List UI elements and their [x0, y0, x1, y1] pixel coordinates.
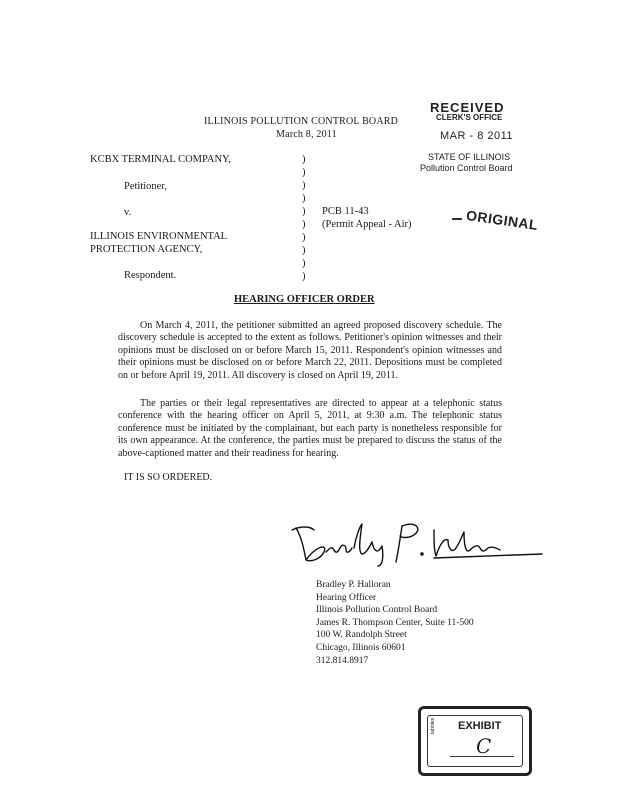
signer-address2: 100 W. Randolph Street: [316, 630, 407, 641]
signature-block: [316, 579, 474, 667]
paragraph-discovery: On March 4, 2011, the petitioner submitted an agreed proposed discovery schedule. The discovery schedule is accepted to the extent as follows. Petitioner's opinion witnesses and their opinions must be disclosed on or before March 15, 2011. Respondent's opinion witnesses and their opinions must be disclosed on or before March 22, 2011. Depositions must be completed on or before April 19, 2011. All discovery is closed on April 19, 2011.: [118, 320, 502, 381]
respondent-name-line2: PROTECTION AGENCY,: [90, 244, 203, 255]
closing-statement: IT IS SO ORDERED.: [124, 472, 213, 483]
signer-name: Bradley P. Halloran: [316, 580, 391, 590]
signer-city: Chicago, Illinois 60601: [316, 642, 406, 653]
paragraph-status-conference: The parties or their legal representatives are directed to appear at a telephonic status conference with the hearing officer on April 5, 2011, at 9:30 a.m. The telephonic status conference must be initiated by the complainant, but each party is nonetheless responsible for its own appearance. At the conference, the parties must be prepared to discuss the status of the above-captioned matter and their readiness for hearing.: [118, 398, 502, 459]
case-number: PCB 11-43: [322, 206, 369, 217]
signer-phone: 312.814.8917: [316, 655, 369, 666]
signature-image: [284, 518, 544, 568]
exhibit-label: EXHIBIT: [458, 720, 502, 732]
exhibit-sticker: [418, 706, 532, 776]
petitioner-role: Petitioner,: [124, 181, 168, 192]
order-date: March 8, 2011: [276, 129, 337, 140]
signer-address1: James R. Thompson Center, Suite 11-500: [316, 617, 474, 628]
petitioner-name: KCBX TERMINAL COMPANY,: [90, 154, 231, 165]
pcb-stamp: Pollution Control Board: [420, 163, 513, 173]
versus: v.: [124, 207, 132, 218]
signer-org: Illinois Pollution Control Board: [316, 605, 438, 616]
case-type: (Permit Appeal - Air): [322, 219, 412, 230]
caption-bracket: ) ) ) ) ) ) ) ) ) ): [302, 154, 306, 282]
exhibit-vendor: tabbles: [430, 717, 436, 734]
respondent-role: Respondent.: [124, 270, 177, 281]
board-heading: ILLINOIS POLLUTION CONTROL BOARD: [204, 116, 399, 127]
state-stamp: STATE OF ILLINOIS: [428, 152, 511, 162]
clerks-office-stamp: CLERK'S OFFICE: [436, 113, 503, 122]
original-dash-icon: [452, 218, 462, 220]
exhibit-letter: C: [476, 734, 492, 758]
original-stamp: ORIGINAL: [465, 207, 540, 233]
signer-title: Hearing Officer: [316, 592, 377, 603]
respondent-name-line1: ILLINOIS ENVIRONMENTAL: [90, 231, 228, 242]
order-title: HEARING OFFICER ORDER: [234, 294, 375, 305]
received-stamp: RECEIVED: [430, 100, 505, 115]
stamp-date: MAR - 8 2011: [440, 130, 514, 142]
